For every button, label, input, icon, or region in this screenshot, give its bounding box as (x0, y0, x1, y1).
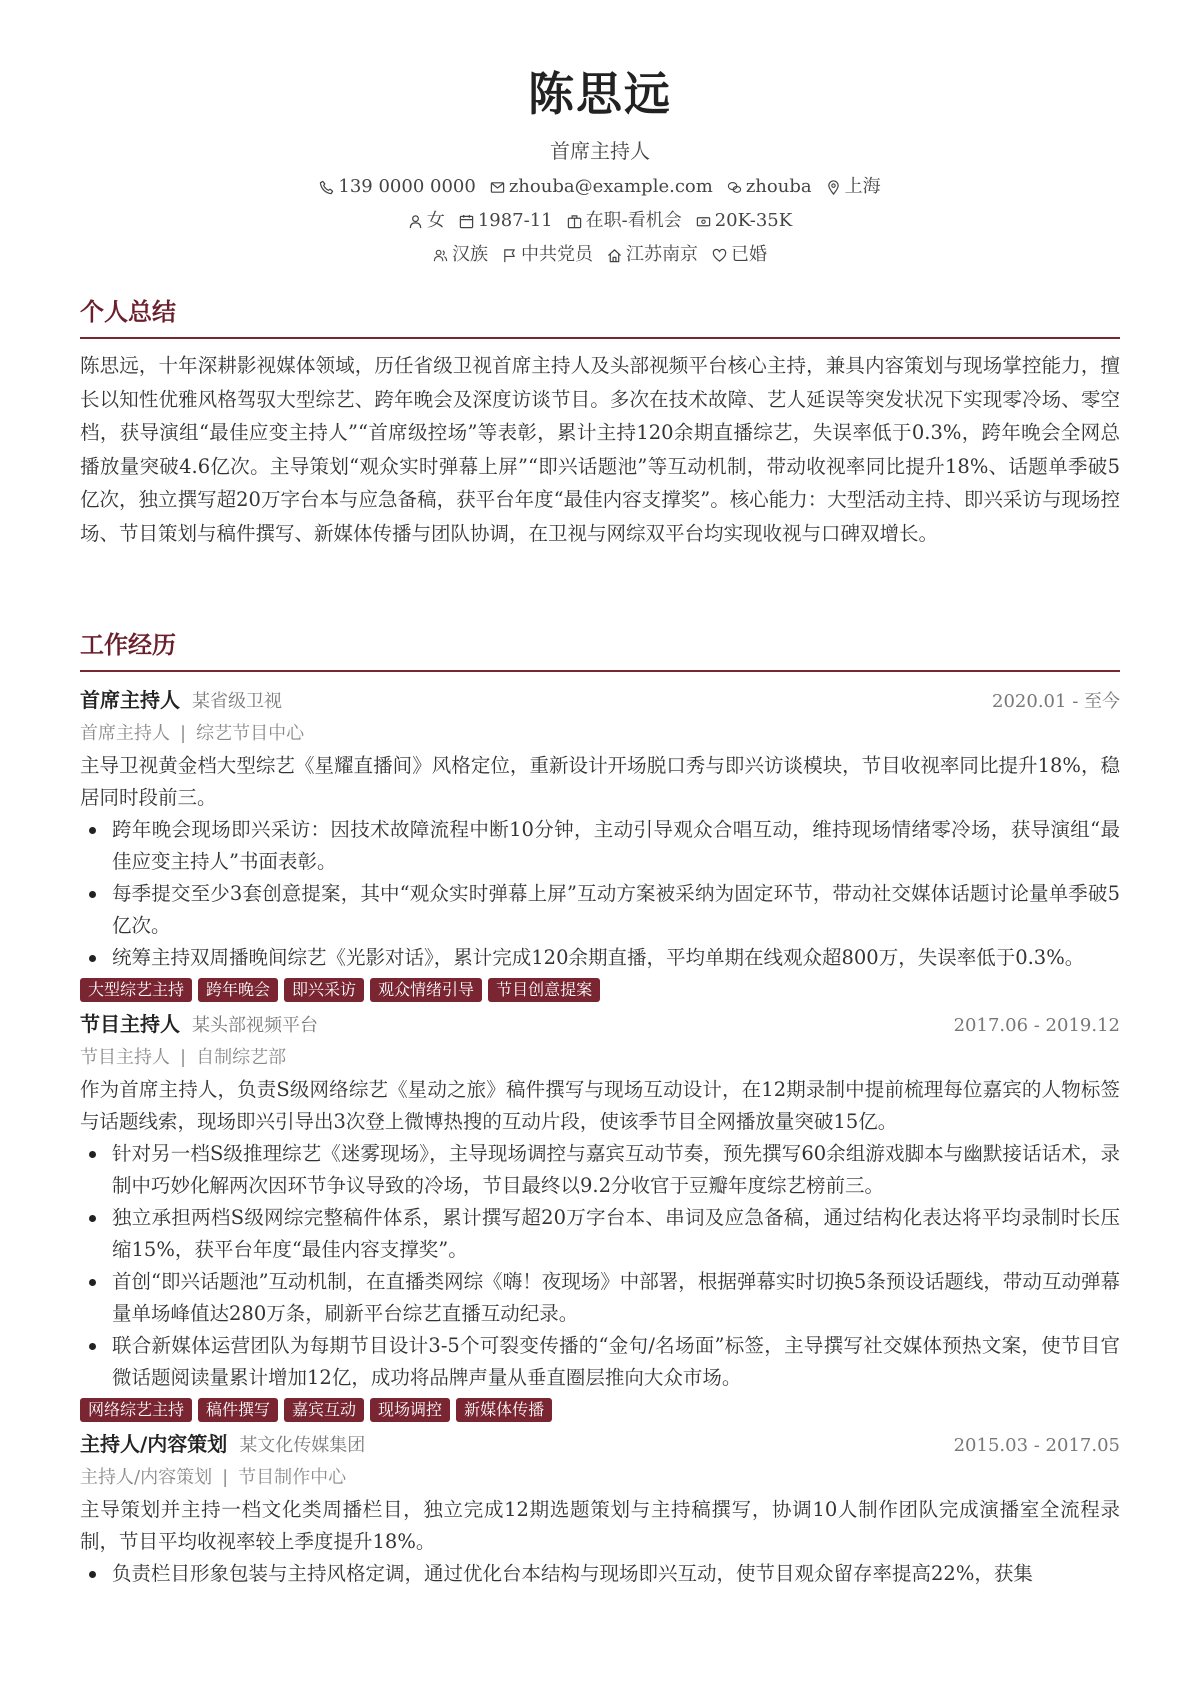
job-position: 主持人/内容策划 (80, 1467, 213, 1488)
location-info: 上海 (826, 174, 881, 200)
user-icon (408, 214, 423, 229)
resume-header (0, 0, 1200, 268)
salary-info: 20K-35K (696, 208, 792, 234)
phone-info: 139 0000 0000 (319, 174, 475, 200)
wechat-info: zhouba (727, 174, 812, 200)
briefcase-icon (567, 214, 582, 229)
home-icon (607, 248, 622, 263)
skill-tag: 跨年晚会 (198, 978, 278, 1002)
job-department: 自制综艺部 (196, 1047, 287, 1068)
skill-tag: 观众情绪引导 (370, 978, 482, 1002)
job-bullets (80, 1138, 1120, 1394)
job-role: 节目主持人 (80, 1012, 180, 1036)
job-description: 作为首席主持人，负责S级网络综艺《星动之旅》稿件撰写与现场互动设计，在12期录制中提前梳理每位嘉宾的人物标签与话题线索，现场即兴引导出3次登上微博热搜的互动片段，使该季节目全网播放量突破15亿。 (80, 1078, 1120, 1133)
job-company: 某头部视频平台 (192, 1015, 318, 1036)
job-bullets (80, 1558, 1120, 1590)
job-company: 某文化传媒集团 (239, 1435, 366, 1456)
job-list (80, 684, 1120, 1590)
list-item: 首创“即兴话题池”互动机制，在直播类网综《嗨！夜现场》中部署，根据弹幕实时切换5条预设话题线，带动互动弹幕量单场峰值达280万条，刷新平台综艺直播互动纪录。 (80, 1266, 1120, 1330)
job-description: 主导策划并主持一档文化类周播栏目，独立完成12期选题策划与主持稿撰写，协调10人制作团队完成演播室全流程录制，节目平均收视率较上季度提升18%。 (80, 1498, 1120, 1553)
heart-icon (712, 248, 727, 263)
money-icon (696, 214, 711, 229)
experience-section (80, 628, 1120, 1590)
skill-tag: 即兴采访 (284, 978, 364, 1002)
wechat-icon (727, 180, 742, 195)
skill-tag: 大型综艺主持 (80, 978, 192, 1002)
job-position: 节目主持人 (80, 1047, 170, 1068)
job-date: 2015.03 - 2017.05 (953, 1435, 1120, 1456)
summary-title: 个人总结 (80, 295, 1120, 339)
job-date: 2017.06 - 2019.12 (953, 1015, 1120, 1036)
list-item: 独立承担两档S级网综完整稿件体系，累计撰写超20万字台本、串词及应急备稿，通过结构化表达将平均录制时长压缩15%，获平台年度“最佳内容支撑奖”。 (80, 1202, 1120, 1266)
gender-info: 女 (408, 208, 445, 234)
separator: | (180, 1047, 187, 1068)
job-department: 节目制作中心 (238, 1467, 347, 1488)
job-header (80, 684, 1120, 718)
candidate-name: 陈思远 (528, 67, 672, 121)
summary-section (80, 295, 1120, 551)
job-header (80, 1428, 1120, 1462)
skill-tag: 网络综艺主持 (80, 1398, 192, 1422)
list-item: 负责栏目形象包装与主持风格定调，通过优化台本结构与现场即兴互动，使节目观众留存率提高22%，获集 (80, 1558, 1120, 1590)
people-icon (433, 248, 448, 263)
summary-text: 陈思远，十年深耕影视媒体领域，历任省级卫视首席主持人及头部视频平台核心主持，兼具内容策划与现场掌控能力，擅长以知性优雅风格驾驭大型综艺、跨年晚会及深度访谈节目。多次在技术故障、艺人延误等突发状况下实现零冷场、零空档，获导演组“最佳应变主持人”“首席级控场”等表彰，累计主持120余期直播综艺，失误率低于0.3%，跨年晚会全网总播放量突破4.6亿次。主导策划“观众实时弹幕上屏”“即兴话题池”等互动机制，带动收视率同比提升18%、话题单季破5亿次，独立撰写超20万字台本与应急备稿，获平台年度“最佳内容支撑奖”。核心能力：大型活动主持、即兴采访与现场控场、节目策划与稿件撰写、新媒体传播与团队协调，在卫视与网综双平台均实现收视与口碑双增长。 (80, 354, 1120, 545)
skill-tag: 新媒体传播 (456, 1398, 552, 1422)
job-subheader (80, 1042, 1120, 1074)
job-subheader (80, 1462, 1120, 1494)
phone-icon (319, 180, 334, 195)
skill-tag: 现场调控 (370, 1398, 450, 1422)
skill-tags (80, 978, 1120, 1002)
job-bullets (80, 814, 1120, 974)
job-entry (80, 1428, 1120, 1590)
skill-tag: 嘉宾互动 (284, 1398, 364, 1422)
birth-info: 1987-11 (459, 208, 553, 234)
separator: | (222, 1467, 229, 1488)
mail-icon (490, 180, 505, 195)
flag-icon (502, 248, 517, 263)
job-entry (80, 684, 1120, 1002)
list-item: 每季提交至少3套创意提案，其中“观众实时弹幕上屏”互动方案被采纳为固定环节，带动社交媒体话题讨论量单季破5亿次。 (80, 878, 1120, 942)
job-header (80, 1008, 1120, 1042)
background-row (0, 242, 1200, 268)
job-entry (80, 1008, 1120, 1422)
job-company: 某省级卫视 (192, 691, 282, 712)
email-info: zhouba@example.com (490, 174, 713, 200)
political-info: 中共党员 (502, 242, 593, 268)
status-info: 在职-看机会 (567, 208, 682, 234)
experience-title: 工作经历 (80, 628, 1120, 672)
personal-row (0, 208, 1200, 234)
skill-tags (80, 1398, 1120, 1422)
job-role: 主持人/内容策划 (80, 1432, 228, 1456)
job-description: 主导卫视黄金档大型综艺《星耀直播间》风格定位，重新设计开场脱口秀与即兴访谈模块，节目收视率同比提升18%，稳居同时段前三。 (80, 754, 1120, 809)
skill-tag: 稿件撰写 (198, 1398, 278, 1422)
job-department: 综艺节目中心 (196, 723, 305, 744)
calendar-icon (459, 214, 474, 229)
contact-row (0, 174, 1200, 200)
job-title: 首席主持人 (550, 139, 650, 163)
skill-tag: 节目创意提案 (488, 978, 600, 1002)
separator: | (180, 723, 187, 744)
hometown-info: 江苏南京 (607, 242, 698, 268)
job-date: 2020.01 - 至今 (992, 691, 1120, 712)
job-role: 首席主持人 (80, 688, 180, 712)
list-item: 跨年晚会现场即兴采访：因技术故障流程中断10分钟，主动引导观众合唱互动，维持现场情绪零冷场，获导演组“最佳应变主持人”书面表彰。 (80, 814, 1120, 878)
job-subheader (80, 718, 1120, 750)
list-item: 针对另一档S级推理综艺《迷雾现场》，主导现场调控与嘉宾互动节奏，预先撰写60余组游戏脚本与幽默接话话术，录制中巧妙化解两次因环节争议导致的冷场，节目最终以9.2分收官于豆瓣年度综艺榜前三。 (80, 1138, 1120, 1202)
job-position: 首席主持人 (80, 723, 170, 744)
list-item: 统筹主持双周播晚间综艺《光影对话》，累计完成120余期直播，平均单期在线观众超800万，失误率低于0.3%。 (80, 942, 1120, 974)
location-pin-icon (826, 180, 841, 195)
ethnicity-info: 汉族 (433, 242, 488, 268)
marital-info: 已婚 (712, 242, 767, 268)
list-item: 联合新媒体运营团队为每期节目设计3-5个可裂变传播的“金句/名场面”标签，主导撰写社交媒体预热文案，使节目官微话题阅读量累计增加12亿，成功将品牌声量从垂直圈层推向大众市场。 (80, 1330, 1120, 1394)
